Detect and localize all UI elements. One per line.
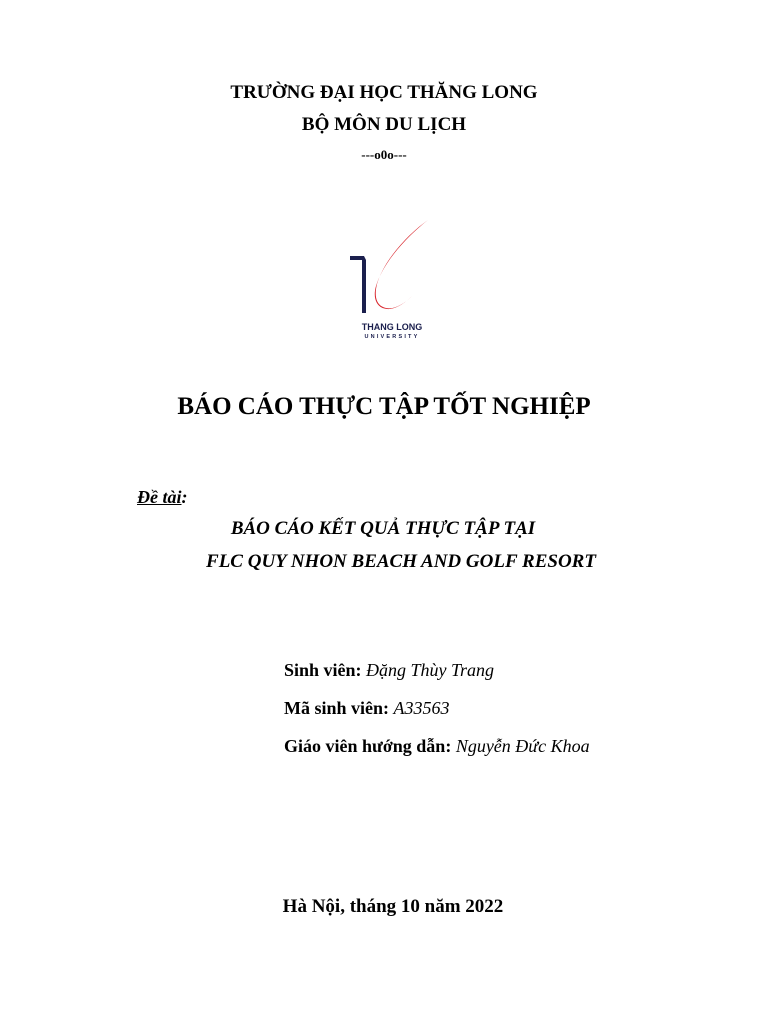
- student-id-value: A33563: [393, 698, 450, 718]
- place-date: Hà Nội, tháng 10 năm 2022: [282, 896, 504, 917]
- logo-mark: [344, 216, 440, 342]
- logo-t-stroke: [350, 256, 366, 313]
- separator-ornament: ---o0o---: [361, 147, 407, 162]
- student-name-row: [284, 660, 494, 681]
- university-logo: [344, 216, 440, 342]
- topic-label-colon: :: [181, 487, 188, 507]
- logo-name-line2: UNIVERSITY: [364, 334, 420, 340]
- student-name-label: Sinh viên:: [284, 660, 362, 680]
- report-title: BÁO CÁO THỰC TẬP TỐT NGHIỆP: [177, 393, 591, 420]
- topic-line-1: BÁO CÁO KẾT QUẢ THỰC TẬP TẠI: [230, 518, 536, 539]
- student-id-row: [284, 698, 450, 719]
- student-id-label: Mã sinh viên:: [284, 698, 390, 718]
- logo-name-line1: THANG LONG: [361, 322, 423, 332]
- advisor-value: Nguyễn Đức Khoa: [455, 736, 590, 756]
- topic-label: [137, 487, 188, 508]
- topic-line-2: FLC QUY NHON BEACH AND GOLF RESORT: [206, 551, 596, 572]
- topic-label-text: Đề tài: [137, 487, 182, 507]
- student-name-value: Đặng Thùy Trang: [366, 660, 495, 680]
- advisor-label: Giáo viên hướng dẫn:: [284, 736, 452, 756]
- department-name: BỘ MÔN DU LỊCH: [301, 114, 467, 135]
- advisor-row: [284, 736, 590, 757]
- logo-swoosh: [375, 220, 428, 309]
- school-name: TRƯỜNG ĐẠI HỌC THĂNG LONG: [230, 82, 538, 103]
